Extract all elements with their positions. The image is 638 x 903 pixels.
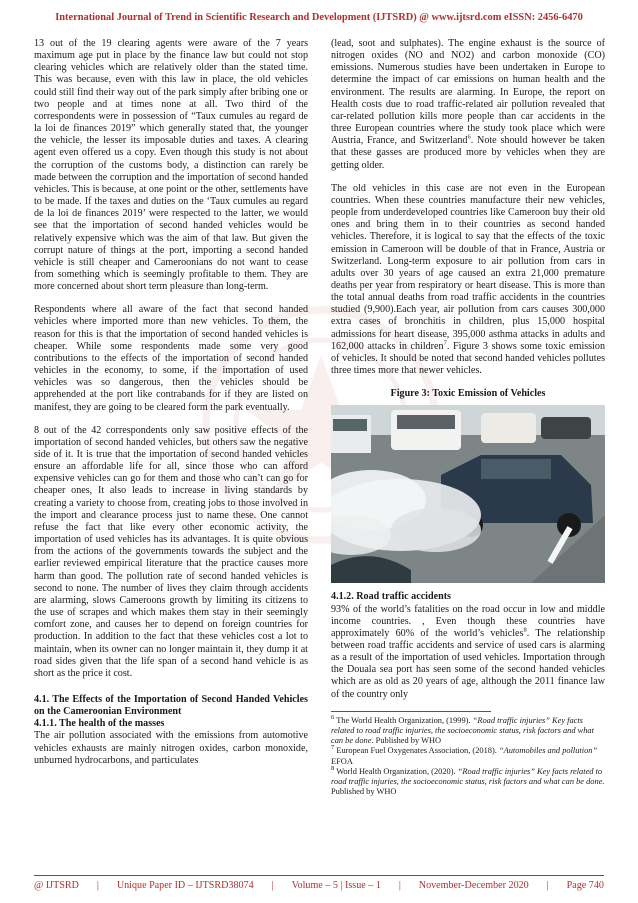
footnote-8: [331, 767, 605, 798]
footnote-6: [331, 713, 605, 747]
paragraph-correspondents: 8 out of the 42 correspondents only saw positive effects of the importation of second handed vehicles, but others saw the negative side of it. It is true that the importation of second handed vehicles ensure an affordable life for all, since those who can afford expensive vehicles can go for them and those who can’t can go for cheaper ones, It also leads to increase in living standards by creating a variety to choose from, creating jobs to those involved in the import and clearance process just to name these. One cannot refuse the fact that like every other economic activity, the importation of used vehicles has its advantages. It is quite obvious from the actions of the governments towards the subject and the earlier reviewed empirical literature that the practice causes more harm than good. The pollution rate of second handed vehicles is second to none. The number of lives they claim through accidents are alarming, slows Cameroons growth by limiting its citizens to the use of scrapes and which makes them stay in their seemingly comfort zone, and causes her to depend on foreign countries for production. In addition to the fact that these vehicles cost a lot to maintain, when its owner can no longer maintain it, they dump it at road sides given that the life span of a second hand vehicle is as short as the price it cost.: [34, 424, 308, 679]
footer-separator: |: [398, 880, 401, 891]
toxic-emission-illustration: [331, 405, 605, 583]
footnote-7-pre: European Fuel Oxygenates Association, (2018).: [334, 746, 499, 756]
paragraph-road-fatalities-tail: . The relationship between road traffic accidents and service of used cars is alarming as a result of the importation of used vehicles. Importation through the Douala sea port has seen some of the second handed vehicles which are as old as 20 years of age, although the 2011 finance law of the country only: [331, 627, 605, 700]
footnote-8-post: Published by WHO: [331, 787, 397, 797]
footnote-6-number: 6: [331, 713, 335, 721]
footnote-divider: [331, 711, 491, 712]
journal-header-text: International Journal of Trend in Scientific Research and Development (IJTSRD) @ www.ijtsrd.com eISSN: 2456-6470: [55, 12, 583, 23]
paragraph-clearing-agents: 13 out of the 19 clearing agents were aware of the 7 years maximum age put in place by the finance law but could not stop clearing vehicles which are relatively older than the stated time. This was because, even with this law in place, the old vehicles could still find their way out of the park simply after bribing one or two people and at times none at all. Two third of the correspondents were in possession of “Taux cumules au regard de la loi de finances 2019” which generally stated that, the younger the vehicle, the lesser its imposable duties and taxes. A clearing agent even offered us a copy. Even though this study is not about the corruption of the customs body, a distinction can rarely be made between the corruption and the importation of second handed vehicles. This is because, at one point or the other, settlements have to be made. If the taxes and duties on the ‘Taux cumules au regard de la loi de finances 2019’ were respected to the latter, we would see that the importation of second handed vehicles would be relatively expensive which was the aim of that law. But given the corrupt nature of things at the port, importing a second handed vehicle is still cheaper and Cameroonians do not want to cease from something which is seemingly profitable to them. They are more concerned about short term pleasure than long-term.: [34, 38, 308, 293]
footer-page-number: Page 740: [566, 880, 604, 891]
figure-caption: Figure 3: Toxic Emission of Vehicles: [390, 388, 546, 400]
paragraph-engine-exhaust: [331, 38, 605, 172]
footnote-8-pre: World Health Organization, (2020).: [334, 766, 458, 776]
footnote-ref-7[interactable]: 7: [443, 339, 447, 347]
footer-volume-issue: Volume – 5 | Issue – 1: [291, 880, 381, 891]
footer-paper-id: Unique Paper ID – IJTSRD38074: [116, 880, 254, 891]
footnote-7-title: “Automobiles and pollution”: [498, 746, 598, 756]
toxic-emission-photo: [331, 405, 605, 583]
paragraph-old-vehicles-tail: . Figure 3 shows some toxic emission of vehicles. It should be noted that second handed vehicles pollutes three times more that newer vehicles.: [331, 340, 605, 377]
paragraph-engine-exhaust-tail: . Note should however be taken that these gasses are produced more by vehicles when they are getting older.: [331, 135, 605, 171]
left-column: [34, 38, 308, 778]
paragraph-engine-exhaust-text: (lead, soot and sulphates). The engine exhaust is the source of nitrogen oxides (NO and NO2) and carbon monoxide (CO) emissions. Numerous studies have been undertaken in Europe to determine the impact of car emissions on human health and the environment. The results are alarming. In Europe, the report on Health costs due to road traffic-related air pollution revealed that car-related pollution kills more people than car accidents in the three European countries where the study took place which were Austria, France, and Switzerland: [331, 38, 605, 147]
journal-header: [0, 12, 638, 23]
paragraph-road-fatalities-text: 93% of the world’s fatalities on the road occur in low and middle income countries. , Even though these countries have approximately 60% of the world’s vehicles: [331, 603, 605, 639]
footer-date: November-December 2020: [418, 880, 529, 891]
footer-separator: |: [96, 880, 99, 891]
paragraph-road-fatalities: [331, 604, 605, 701]
paragraph-air-pollution: The air pollution associated with the emissions from automotive vehicles exhausts are mainly nitrogen oxides, carbon monoxide, unburned hydrocarbons, and particulates: [34, 730, 308, 766]
page-footer: [34, 880, 604, 891]
subsection-heading-health: [34, 718, 308, 730]
footnote-8-number: 8: [331, 765, 335, 772]
subsection-heading-road-traffic-text: 4.1.2. Road traffic accidents: [331, 591, 451, 603]
footnote-7: [331, 746, 605, 766]
right-column: [331, 38, 605, 797]
footer-journal: @ IJTSRD: [34, 880, 79, 891]
subsection-heading-road-traffic: [331, 591, 605, 603]
footnote-ref-6[interactable]: 6: [467, 133, 471, 141]
footer-divider: [34, 875, 604, 876]
section-heading-effects-text: 4.1. The Effects of the Importation of Second Handed Vehicles on the Cameroonian Environment: [34, 693, 308, 718]
section-heading-effects: [34, 694, 308, 718]
footnote-8-title: “Road traffic injuries” Key facts related to road traffic injuries, the socioeconomic status, risk factors and what can be done.: [331, 766, 605, 786]
footnote-6-pre: The World Health Organization, (1999).: [334, 715, 473, 725]
footnote-6-post: Published by WHO: [373, 736, 442, 746]
footer-separator: |: [546, 880, 549, 891]
footnote-7-post: EFOA: [331, 756, 353, 766]
subsection-heading-health-text: 4.1.1. The health of the masses: [34, 718, 165, 730]
footnote-6-title: “Road traffic injuries” Key facts related to road traffic injuries, the socioeconomic status, risk factors and what can be done.: [331, 715, 594, 746]
paragraph-old-vehicles-text: The old vehicles in this case are not even in the European countries. When these countries manufacture their new vehicles, people from underdeveloped countries like Cameroon buy their old ones and bring them in to their countries as second handed vehicles. Therefore, it is logical to say that the effects of the toxic emission in Cameroon will be double of that in France, Austria or Switzerland. Long-term exposure to air pollution from cars in adults over 30 years of age caused an extra 21,000 premature deaths per year from respiratory or heart disease. This is more than the total annual deaths from road traffic accidents in the countries studied (9,900).Each year, air pollution from cars causes 300,000 extra cases of bronchitis in children, plus 15,000 hospital admissions for heart disease, 395,000 asthma attacks in adults and 162,000 attacks in children: [331, 182, 605, 352]
footnote-ref-8[interactable]: 8: [523, 626, 527, 634]
paragraph-respondents: Respondents where all aware of the fact that second handed vehicles where imported more than new vehicles. To them, the reason for this is that the importation of second handed vehicles is cheaper. While some respondents made some very good contributions to the effects of the importation of second handed vehicles in the economy, to some, if the importation of used vehicles was so dangerous, then the vehicles should be apprehended at the port like contrabands for if they are listed on manifest, they are going to be cleared form the park eventually.: [34, 304, 308, 413]
paragraph-old-vehicles: [331, 183, 605, 378]
footnote-7-number: 7: [331, 744, 335, 752]
footer-separator: |: [271, 880, 274, 891]
